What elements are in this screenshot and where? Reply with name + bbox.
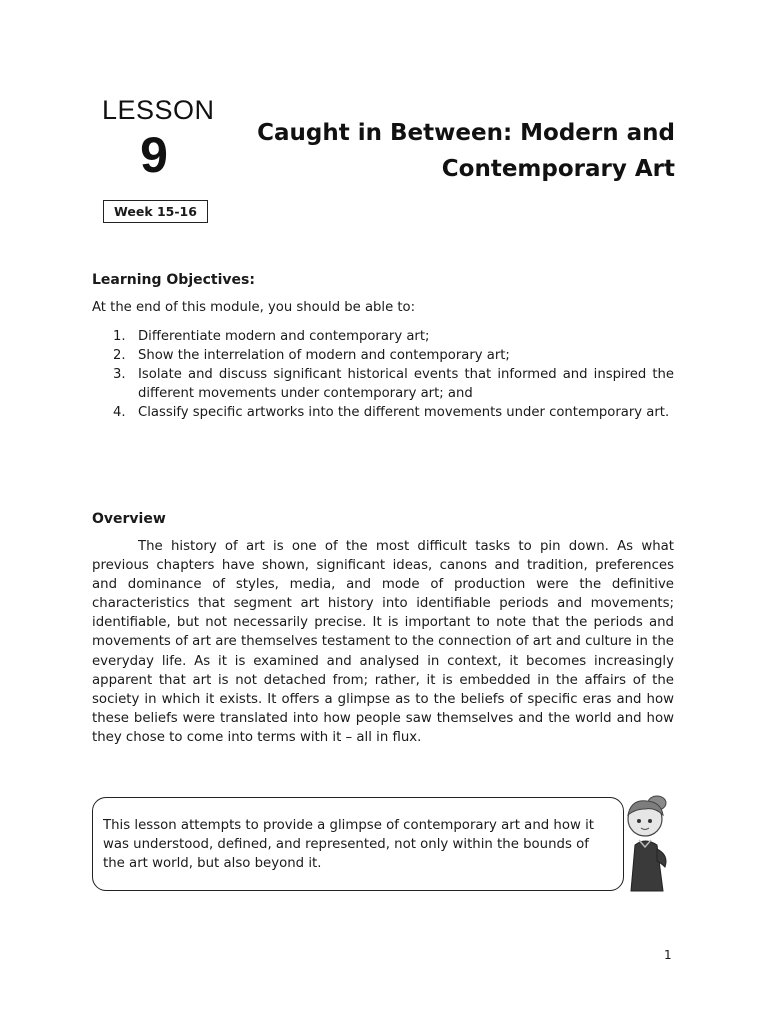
- list-item: [113, 365, 674, 403]
- list-item: [113, 346, 674, 365]
- list-item-number: 1.: [113, 329, 126, 344]
- objectives-list: [113, 327, 674, 422]
- callout-text: This lesson attempts to provide a glimpse of contemporary art and how it was understood, defined, and represented, not only within the bounds of the art world, but also beyond it.: [103, 818, 594, 872]
- overview-paragraph: The history of art is one of the most difficult tasks to pin down. As what previous chapters have shown, significant ideas, canons and tradition, preferences and dominance of styles, media, and mode of production were the definitive characteristics that segment art history into identifiable periods and movements; identifiable, but not necessarily precise. It is important to note that the periods and movements of art are themselves testament to the connection of art and culture in the everyday life. As it is examined and analysed in context, it becomes increasingly apparent that art is not detached from; rather, it is embedded in the affairs of the society in which it exists. It offers a glimpse as to the beliefs of specific eras and how these beliefs were translated into how people saw themselves and the world and how they chose to come into terms with it – all in flux.: [92, 539, 674, 745]
- lesson-number: 9: [140, 127, 168, 183]
- callout-box: [92, 797, 624, 891]
- objectives-intro: At the end of this module, you should be able to:: [92, 300, 416, 315]
- overview-heading: Overview: [92, 511, 166, 527]
- list-item-text: Classify specific artworks into the different movements under contemporary art.: [138, 405, 670, 420]
- list-item-text: Show the interrelation of modern and contemporary art;: [138, 348, 510, 363]
- list-item: [113, 403, 674, 422]
- list-item-number: 3.: [113, 367, 126, 382]
- list-item: [113, 327, 674, 346]
- lesson-label: LESSON: [102, 95, 215, 125]
- girl-character-icon: [617, 793, 679, 893]
- list-item-number: 2.: [113, 348, 126, 363]
- list-item-text: Differentiate modern and contemporary art;: [138, 329, 430, 344]
- title-line-1: Caught in Between: Modern and: [257, 120, 675, 146]
- week-badge: Week 15-16: [103, 200, 208, 223]
- page-title: [205, 115, 675, 187]
- title-line-2: Contemporary Art: [441, 156, 675, 182]
- list-item-text: Isolate and discuss significant historical events that informed and inspired the different movements under contemporary art; and: [138, 367, 674, 401]
- list-item-number: 4.: [113, 405, 126, 420]
- objectives-heading: Learning Objectives:: [92, 272, 255, 288]
- page-number: 1: [664, 948, 672, 962]
